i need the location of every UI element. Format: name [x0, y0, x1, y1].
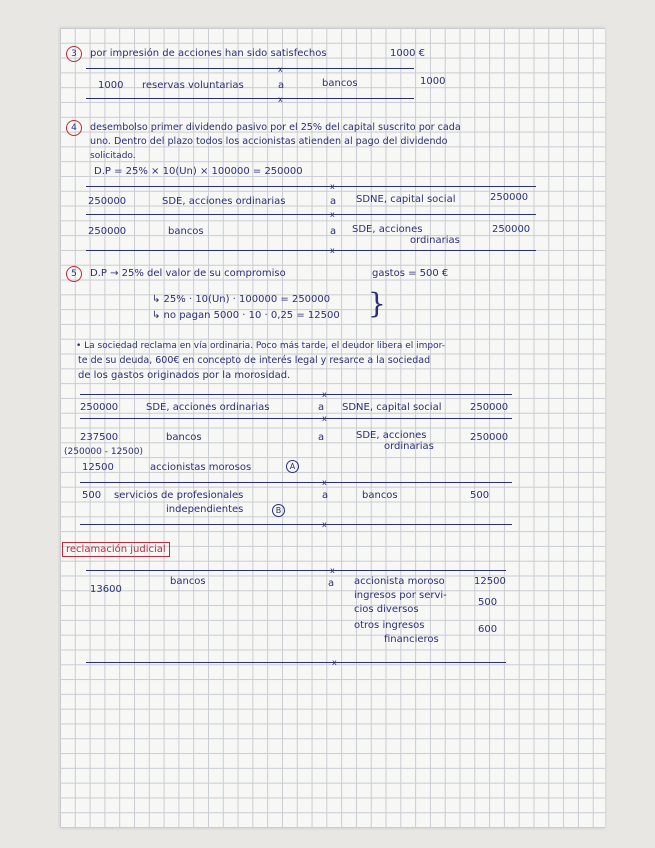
entry-a: a [278, 80, 285, 91]
entry-credit-amount: 250000 [492, 224, 531, 235]
entry-debit-account: bancos [166, 432, 202, 443]
entry-a: a [330, 196, 337, 207]
entry-credit-account-cont: ordinarias [410, 235, 460, 246]
entry-cross: x [330, 246, 335, 255]
note-line1: • La sociedad reclama en vía ordinaria. Poco más tarde, el deudor libera el impor- [76, 341, 445, 351]
entry-credit-account: SDNE, capital social [342, 402, 442, 413]
entry-bottom-line [86, 98, 414, 99]
section-3-number: 3 [66, 46, 82, 62]
section-5-number: 5 [66, 266, 82, 282]
claim-a: a [328, 578, 335, 589]
claim-debit-amount: 13600 [90, 584, 122, 595]
entry-cross: x [330, 210, 335, 219]
entry-debit-amount: 1000 [98, 80, 124, 91]
mark-a: A [286, 460, 299, 473]
note-line3: de los gastos originados por la morosidad. [78, 370, 291, 381]
entry-sub-calc: (250000 - 12500) [64, 447, 143, 457]
claim-label: reclamación judicial [62, 542, 170, 557]
entry-top-line [80, 394, 512, 395]
entry-debit-account: servicios de profesionales [114, 490, 244, 501]
brace: } [368, 287, 386, 320]
entry-credit-account: SDNE, capital social [356, 194, 456, 205]
claim-credit-3: otros ingresos [354, 620, 425, 631]
entry-cross: x [278, 65, 283, 74]
entry-credit-amount: 250000 [490, 192, 529, 203]
section-5-gastos: gastos = 500 € [372, 268, 449, 279]
entry-cross: x [278, 95, 283, 104]
entry-debit2-account: accionistas morosos [150, 462, 252, 473]
claim-credit-2-amount: 500 [478, 597, 498, 608]
entry-top-line [86, 570, 506, 571]
entry-cross: x [332, 658, 337, 667]
entry-debit-amount: 250000 [80, 402, 119, 413]
entry-bottom-line [80, 524, 512, 525]
entry-cross: x [330, 566, 335, 575]
entry-a: a [318, 432, 325, 443]
entry-debit-account: bancos [168, 226, 204, 237]
claim-credit-1-amount: 12500 [474, 576, 506, 587]
entry-top-line [86, 68, 414, 69]
entry-credit-account: bancos [362, 490, 398, 501]
section-5-calc2: ↳ no pagan 5000 · 10 · 0,25 = 12500 [152, 310, 340, 321]
entry-cross: x [322, 414, 327, 423]
entry-debit-account: SDE, acciones ordinarias [146, 402, 270, 413]
entry-debit-amount: 237500 [80, 432, 119, 443]
entry-credit-amount: 250000 [470, 432, 509, 443]
entry-credit-account: bancos [322, 78, 358, 89]
entry-credit-amount: 1000 [420, 76, 446, 87]
claim-credit-1: accionista moroso [354, 576, 445, 587]
section-5-calc1: ↳ 25% · 10(Un) · 100000 = 250000 [152, 294, 331, 305]
claim-credit-3-cont: financieros [384, 634, 439, 645]
entry-top-line [86, 186, 536, 187]
notebook-page [60, 28, 605, 828]
entry-debit-account-cont: independientes [166, 504, 244, 515]
entry-a: a [322, 490, 329, 501]
section-4-formula: D.P = 25% × 10(Un) × 100000 = 250000 [94, 166, 303, 177]
entry-debit-amount: 250000 [88, 196, 127, 207]
entry-credit-account-cont: ordinarias [384, 441, 434, 452]
entry-mid-line [86, 214, 536, 215]
entry-a: a [318, 402, 325, 413]
mark-b: B [272, 504, 285, 517]
entry-debit-account: SDE, acciones ordinarias [162, 196, 286, 207]
section-4-line2: uno. Dentro del plazo todos los accionistas atienden al pago del dividendo [90, 136, 448, 147]
section-3-heading: por impresión de acciones han sido satisfechos [90, 48, 327, 59]
section-4-number: 4 [66, 120, 82, 136]
entry-debit-amount: 250000 [88, 226, 127, 237]
section-3-amount: 1000 € [390, 48, 425, 59]
claim-credit-3-amount: 600 [478, 624, 498, 635]
entry-cross: x [322, 520, 327, 529]
note-line2: te de su deuda, 600€ en concepto de interés legal y resarce a la sociedad [78, 355, 431, 366]
entry-credit-amount: 500 [470, 490, 490, 501]
entry-cross: x [330, 182, 335, 191]
claim-debit-account: bancos [170, 576, 206, 587]
entry-cross: x [322, 478, 327, 487]
entry-debit-amount: 500 [82, 490, 102, 501]
entry-mid-line [80, 418, 512, 419]
entry-cross: x [322, 390, 327, 399]
claim-credit-2: ingresos por servi- [354, 590, 447, 601]
section-5-heading: D.P → 25% del valor de su compromiso [90, 268, 286, 279]
entry-bottom-line [86, 662, 506, 663]
entry-bottom-line [86, 250, 536, 251]
claim-credit-2-cont: cios diversos [354, 604, 419, 615]
section-4-line1: desembolso primer dividendo pasivo por el 25% del capital suscrito por cada [90, 122, 461, 133]
entry-mid-line [80, 482, 512, 483]
entry-credit-amount: 250000 [470, 402, 509, 413]
section-4-line3: solicitado. [90, 151, 136, 161]
entry-credit-account: SDE, acciones [356, 430, 427, 441]
entry-debit-account: reservas voluntarias [142, 80, 244, 91]
entry-debit2-amount: 12500 [82, 462, 114, 473]
entry-credit-account: SDE, acciones [352, 224, 423, 235]
entry-a: a [330, 226, 337, 237]
